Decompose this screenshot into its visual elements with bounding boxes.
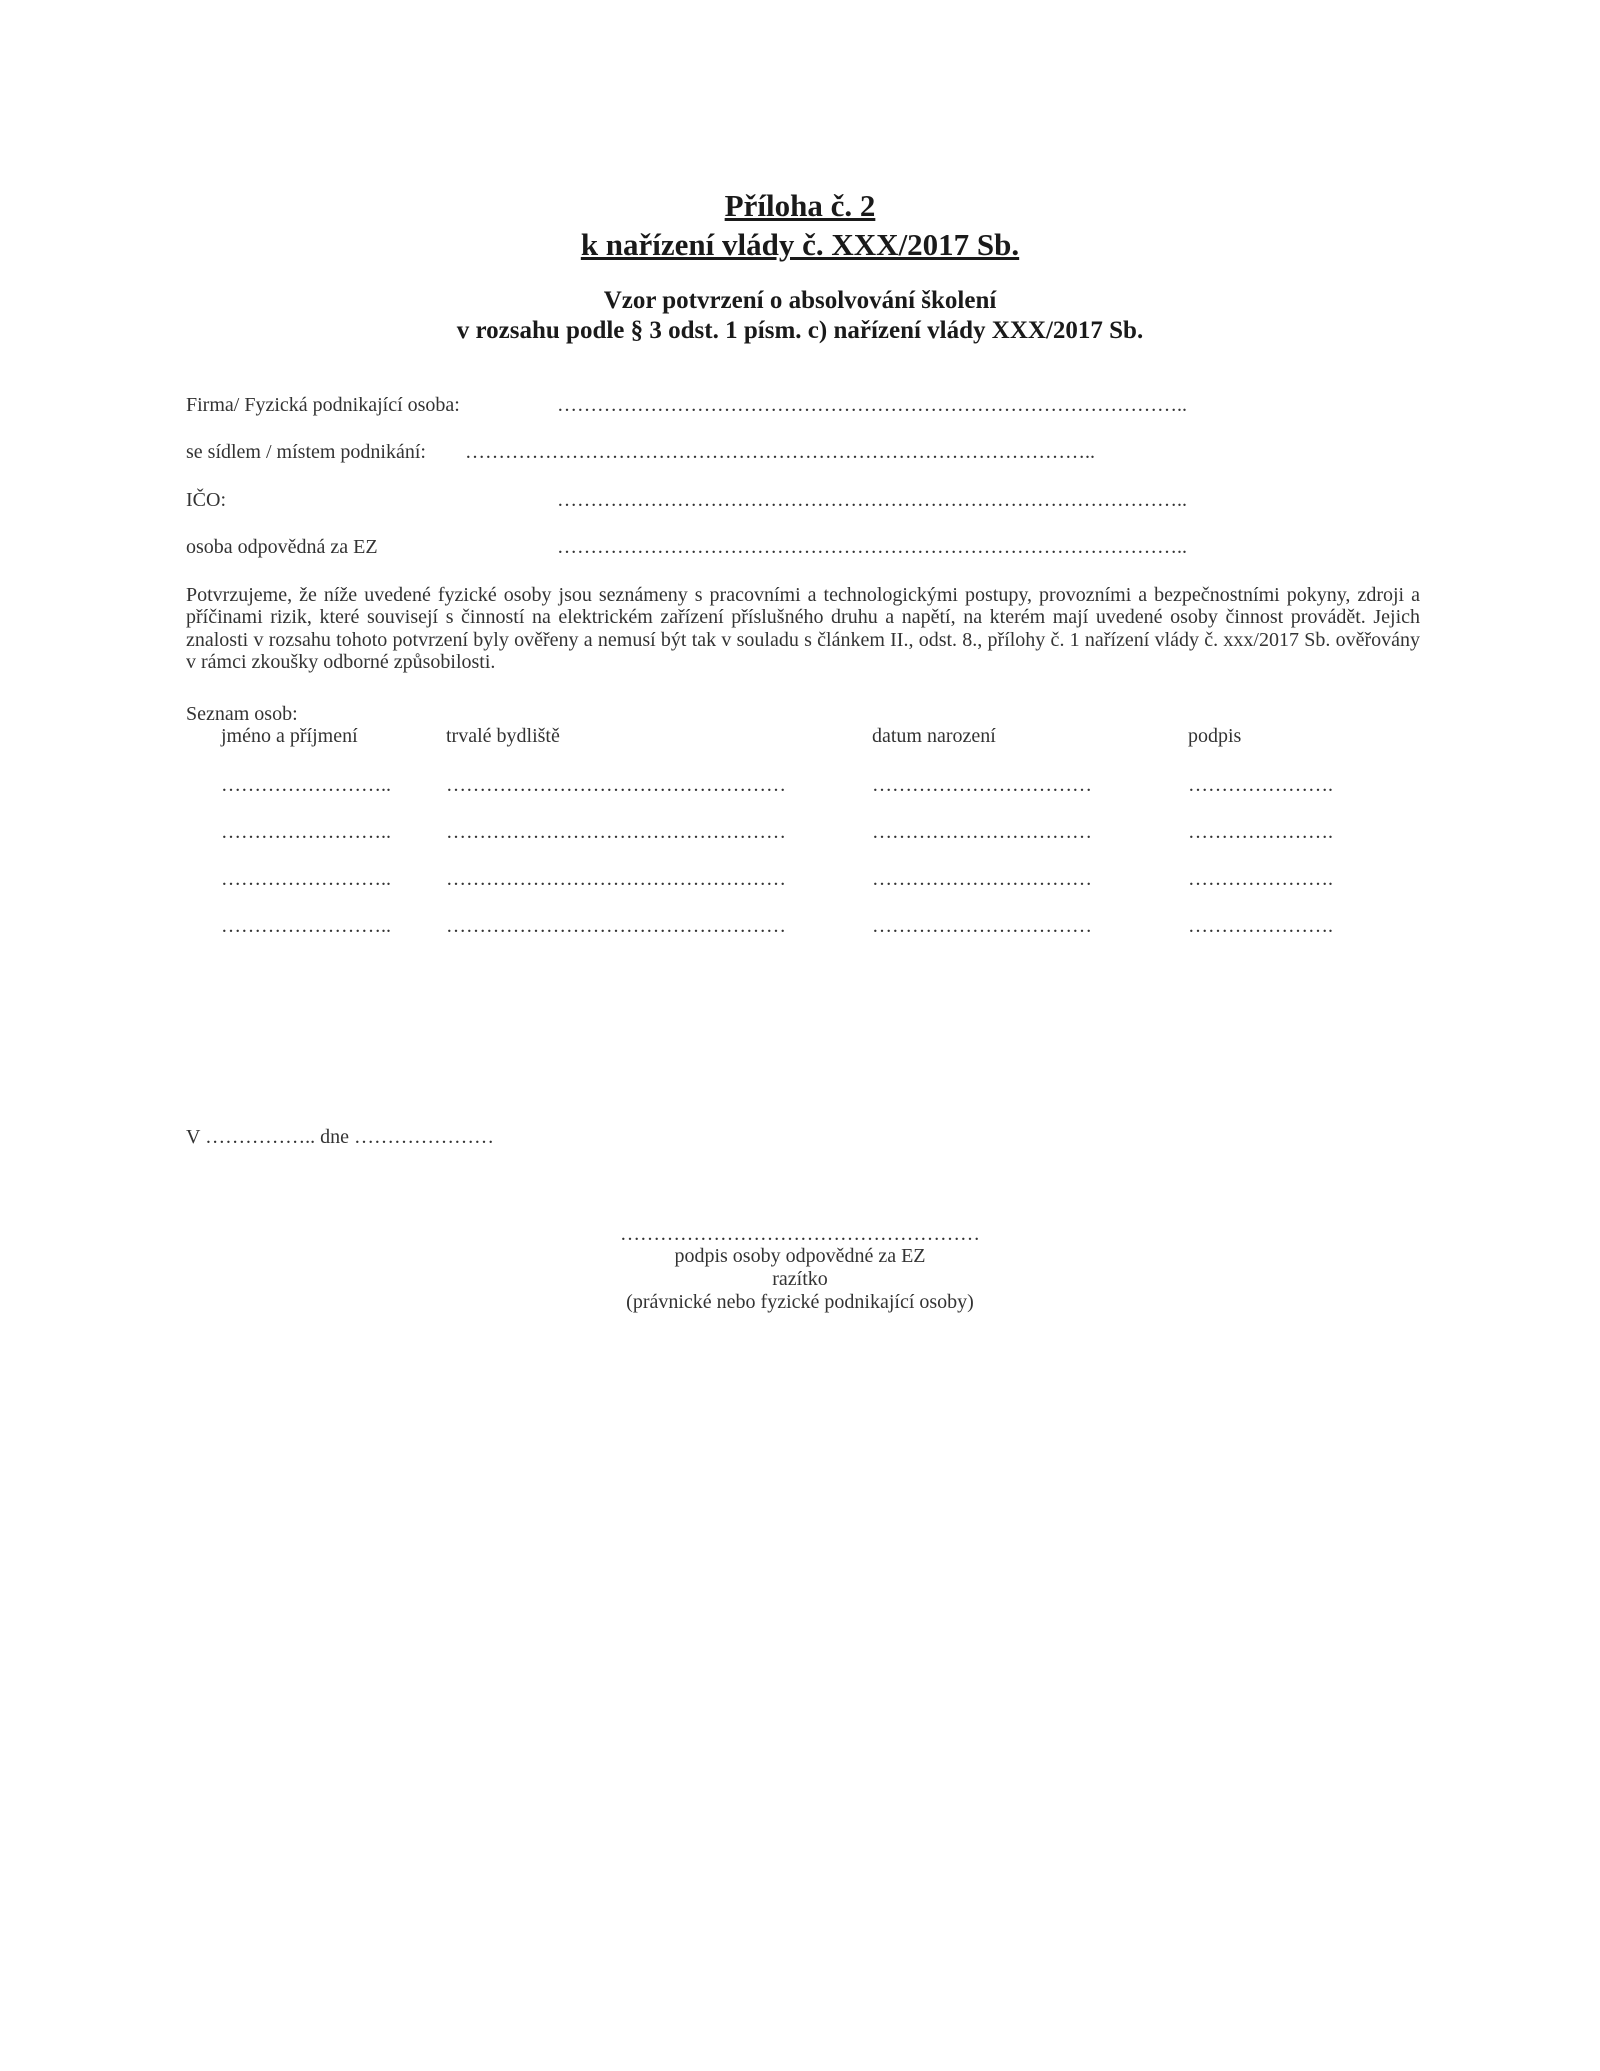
- table-cell-address: ……………………………………………: [446, 774, 786, 796]
- document-title: Příloha č. 2: [724, 188, 876, 223]
- field-dots-firm: …………………………………………………………………………………..: [557, 394, 1187, 416]
- document-title-regulation: k nařízení vlády č. XXX/2017 Sb.: [580, 227, 1020, 262]
- place-date-line: V …………….. dne …………………: [186, 1126, 494, 1148]
- table-cell-name: ……………………..: [221, 868, 391, 890]
- field-label-responsible: osoba odpovědná za EZ: [186, 536, 378, 558]
- field-dots-ico: …………………………………………………………………………………..: [557, 489, 1187, 511]
- field-label-ico: IČO:: [186, 489, 226, 511]
- table-cell-birthdate: ……………………………: [872, 821, 1092, 843]
- document-subtitle-scope: v rozsahu podle § 3 odst. 1 písm. c) nařízení vlády XXX/2017 Sb.: [456, 317, 1144, 344]
- table-cell-signature: ………………….: [1188, 868, 1333, 890]
- table-cell-signature: ………………….: [1188, 774, 1333, 796]
- field-label-seat: se sídlem / místem podnikání:: [186, 441, 426, 463]
- table-cell-name: ……………………..: [221, 915, 391, 937]
- column-header-signature: podpis: [1188, 725, 1242, 747]
- table-cell-birthdate: ……………………………: [872, 868, 1092, 890]
- table-cell-birthdate: ……………………………: [872, 774, 1092, 796]
- table-cell-address: ……………………………………………: [446, 915, 786, 937]
- stamp-note: (právnické nebo fyzické podnikající osoby): [626, 1291, 974, 1313]
- column-header-address: trvalé bydliště: [446, 725, 560, 747]
- table-cell-name: ……………………..: [221, 821, 391, 843]
- table-cell-signature: ………………….: [1188, 915, 1333, 937]
- signature-label: podpis osoby odpovědné za EZ: [674, 1245, 926, 1267]
- table-cell-address: ……………………………………………: [446, 821, 786, 843]
- field-label-firm: Firma/ Fyzická podnikající osoba:: [186, 394, 460, 416]
- table-cell-signature: ………………….: [1188, 821, 1333, 843]
- confirmation-paragraph: Potvrzujeme, že níže uvedené fyzické osoby jsou seznámeny s pracovními a technologickými postupy, provozními a bezpečnostními pokyny, zdroji a příčinami rizik, které souvisejí s činností na elektrickém zařízení příslušného druhu a napětí, na kterém mají uvedené osoby činnost provádět. Jejich znalosti v rozsahu tohoto potvrzení byly ověřeny a nemusí být tak v souladu s článkem II., odst. 8., přílohy č. 1 nařízení vlády č. xxx/2017 Sb. ověřovány v rámci zkoušky odborné způsobilosti.: [186, 584, 1420, 674]
- field-dots-seat: …………………………………………………………………………………..: [465, 441, 1095, 463]
- persons-heading: Seznam osob:: [186, 703, 298, 725]
- table-cell-birthdate: ……………………………: [872, 915, 1092, 937]
- column-header-name: jméno a příjmení: [221, 725, 358, 747]
- stamp-label: razítko: [772, 1268, 828, 1290]
- column-header-birthdate: datum narození: [872, 725, 996, 747]
- table-cell-address: ……………………………………………: [446, 868, 786, 890]
- signature-dots: ………………………………………………: [620, 1223, 980, 1245]
- field-dots-responsible: …………………………………………………………………………………..: [557, 536, 1187, 558]
- document-subtitle: Vzor potvrzení o absolvování školení: [603, 287, 997, 314]
- table-cell-name: ……………………..: [221, 774, 391, 796]
